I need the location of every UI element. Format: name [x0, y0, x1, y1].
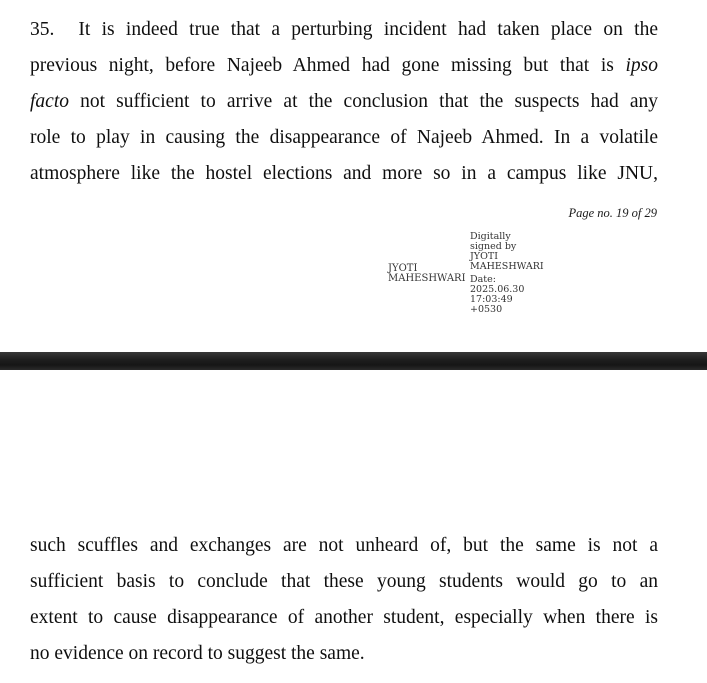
- paragraph-continuation: [30, 528, 658, 672]
- text-line: no evidence on record to suggest the same.: [30, 643, 365, 664]
- signature-detail-line: signed by: [470, 241, 517, 252]
- signature-detail-line: MAHESHWARI: [470, 261, 544, 272]
- signature-detail-line: 2025.06.30: [470, 284, 525, 295]
- signature-name-line: MAHESHWARI: [388, 273, 466, 284]
- page-separator-bar: [0, 352, 707, 370]
- text-line: extent to cause disappearance of another student, especially when there is: [30, 607, 658, 628]
- signature-details: [470, 232, 544, 315]
- text-line: role to play in causing the disappearance of Najeeb Ahmed. In a volatile: [30, 127, 658, 148]
- text-line: 35. It is indeed true that a perturbing incident had taken place on the: [30, 19, 658, 40]
- signature-detail-line: JYOTI: [470, 251, 498, 262]
- signature-detail-line: Date:: [470, 274, 496, 285]
- paragraph-35: [30, 12, 658, 192]
- signature-detail-line: 17:03:49: [470, 294, 513, 305]
- page-number: Page no. 19 of 29: [568, 206, 657, 220]
- text-line: atmosphere like the hostel elections and more so in a campus like JNU,: [30, 163, 658, 184]
- text-line: sufficient basis to conclude that these young students would go to an: [30, 571, 658, 592]
- text-line: such scuffles and exchanges are not unheard of, but the same is not a: [30, 535, 658, 556]
- text-line: previous night, before Najeeb Ahmed had gone missing but that is ipso: [30, 55, 658, 76]
- signature-detail-line: Digitally: [470, 231, 511, 242]
- signature-signer-name[interactable]: [388, 264, 466, 284]
- signature-detail-line: +0530: [470, 304, 503, 315]
- text-line: facto not sufficient to arrive at the conclusion that the suspects had any: [30, 91, 658, 112]
- signature-name-line: JYOTI: [388, 263, 418, 274]
